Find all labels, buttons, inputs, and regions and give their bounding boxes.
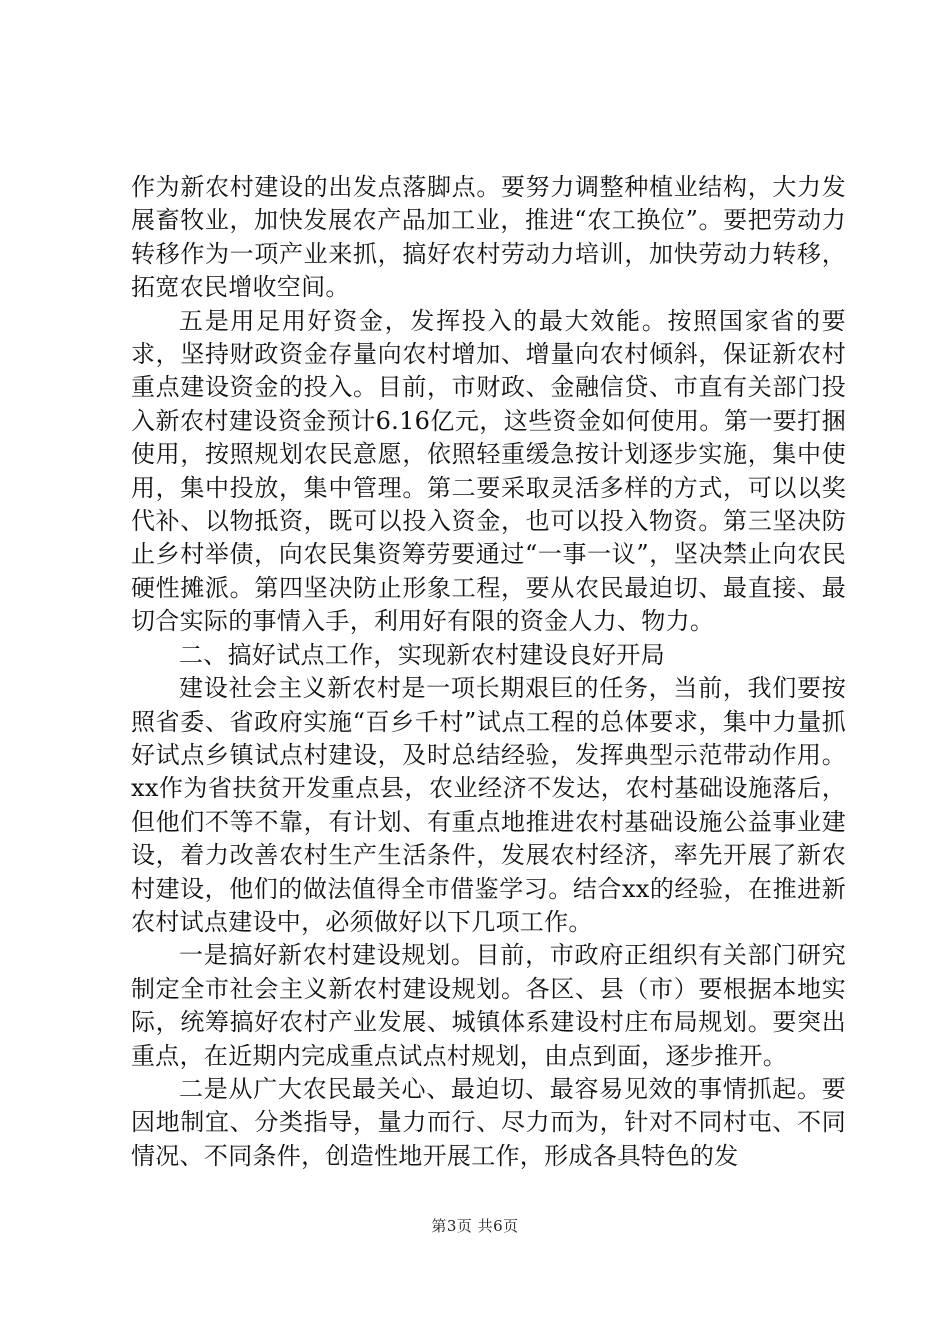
paragraph-pilot-intro: 建设社会主义新农村是一项长期艰巨的任务，当前，我们要按照省委、省政府实施“百乡千村”试点工程的总体要求，集中力量抓好试点乡镇试点村建设，及时总结经验，发挥典型示范带动作用。xx作为省扶贫开发重点县，农业经济不发达，农村基础设施落后，但他们不等不靠，有计划、有重点地推进农村基础设施公益事业建设，着力改善农村生产生活条件，发展农村经济，率先开展了新农村建设，他们的做法值得全市借鉴学习。结合xx的经验，在推进新农村试点建设中，必须做好以下几项工作。 — [131, 674, 846, 936]
paragraph-planning: 一是搞好新农村建设规划。目前，市政府正组织有关部门研究制定全市社会主义新农村建设规划。各区、县（市）要根据本地实际，统筹搞好农村产业发展、城镇体系建设村庄布局规划。要突出重点，在近期内完成重点试点村规划，由点到面，逐步推开。 — [131, 941, 846, 1070]
document-body — [131, 171, 846, 1173]
page-footer: 第3页 共6页 — [431, 1217, 519, 1235]
paragraph-priorities: 二是从广大农民最关心、最迫切、最容易见效的事情抓起。要因地制宜、分类指导，量力而行、尽力而为，针对不同村屯、不同情况、不同条件，创造性地开展工作，形成各具特色的发 — [131, 1074, 846, 1170]
paragraph-continuation: 作为新农村建设的出发点落脚点。要努力调整种植业结构，大力发展畜牧业，加快发展农产品加工业，推进“农工换位”。要把劳动力转移作为一项产业来抓，搞好农村劳动力培训，加快劳动力转移，拓宽农民增收空间。 — [131, 173, 846, 302]
section-heading: 二、搞好试点工作，实现新农村建设良好开局 — [179, 640, 665, 669]
paragraph-funds: 五是用足用好资金，发挥投入的最大效能。按照国家省的要求，坚持财政资金存量向农村增加、增量向农村倾斜，保证新农村重点建设资金的投入。目前，市财政、金融信贷、市直有关部门投入新农村建设资金预计6.16亿元，这些资金如何使用。第一要打捆使用，按照规划农民意愿，依照轻重缓急按计划逐步实施，集中使用，集中投放，集中管理。第二要采取灵活多样的方式，可以以奖代补、以物抵资，既可以投入资金，也可以投入物资。第三坚决防止乡村举债，向农民集资筹劳要通过“一事一议”，坚决禁止向农民硬性摊派。第四坚决防止形象工程，要从农民最迫切、最直接、最切合实际的事情入手，利用好有限的资金人力、物力。 — [131, 306, 846, 636]
